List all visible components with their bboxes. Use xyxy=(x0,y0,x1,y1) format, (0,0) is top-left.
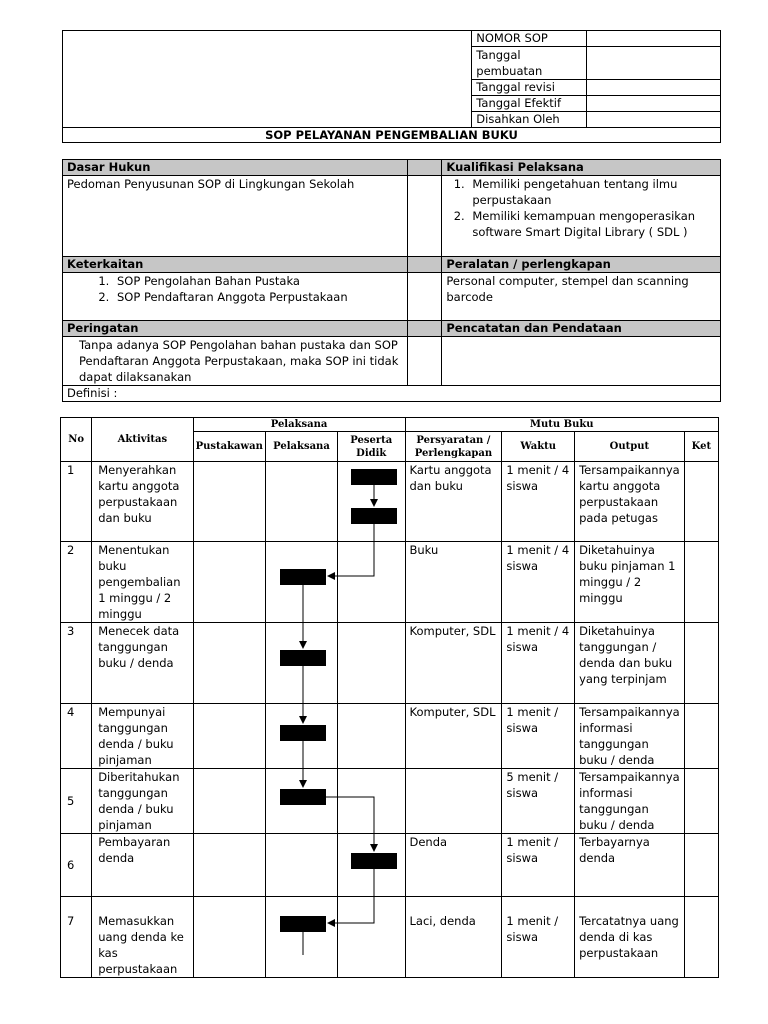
table-row xyxy=(61,623,719,704)
row-waktu: 5 menit / siswa xyxy=(502,769,575,834)
row-number: 2 xyxy=(61,542,92,623)
flow-cell xyxy=(265,897,337,978)
row-output: Tersampaikannya informasi tanggungan buku / denda xyxy=(575,769,685,834)
col-header-aktivitas: Aktivitas xyxy=(92,418,193,462)
row-aktivitas: Memasukkan uang denda ke kas perpustakaan xyxy=(92,897,193,978)
list-item: 1. Memiliki pengetahuan tentang ilmu perpustakaan xyxy=(468,176,716,208)
flow-cell xyxy=(338,623,405,704)
row-number: 5 xyxy=(61,769,92,834)
row-number: 3 xyxy=(61,623,92,704)
flow-cell xyxy=(265,623,337,704)
row-ket xyxy=(684,834,718,897)
flow-cell xyxy=(193,542,265,623)
header-label: Disahkan Oleh xyxy=(472,112,587,128)
col-header-pelaksana-group: Pelaksana xyxy=(193,418,405,432)
flow-cell xyxy=(265,769,337,834)
section-heading-spacer xyxy=(408,160,442,176)
row-number: 4 xyxy=(61,704,92,769)
section-heading: Peringatan xyxy=(63,321,408,337)
row-aktivitas: Mempunyai tanggungan denda / buku pinjaman xyxy=(92,704,193,769)
row-number: 1 xyxy=(61,462,92,542)
col-header-output: Output xyxy=(575,432,685,462)
row-ket xyxy=(684,462,718,542)
peralatan-text: Personal computer, stempel dan scanning barcode xyxy=(442,273,721,321)
row-aktivitas: Diberitahukan tanggungan denda / buku pinjaman xyxy=(92,769,193,834)
keterkaitan-list-cell xyxy=(63,273,408,321)
spacer-cell xyxy=(408,176,442,257)
flow-cell xyxy=(193,462,265,542)
header-value xyxy=(587,80,721,96)
flow-cell xyxy=(265,704,337,769)
col-header-peserta-didik: Peserta Didik xyxy=(338,432,405,462)
row-output: Diketahuinya buku pinjaman 1 minggu / 2 minggu xyxy=(575,542,685,623)
table-row xyxy=(61,897,719,978)
row-waktu: 1 menit / 4 siswa xyxy=(502,462,575,542)
col-header-pustakawan: Pustakawan xyxy=(193,432,265,462)
row-number: 7 xyxy=(61,897,92,978)
row-ket xyxy=(684,769,718,834)
row-number: 6 xyxy=(61,834,92,897)
sop-info-table xyxy=(62,159,721,402)
procedure-table xyxy=(60,417,719,978)
row-persyaratan xyxy=(405,769,502,834)
header-value xyxy=(587,112,721,128)
row-persyaratan: Denda xyxy=(405,834,502,897)
flow-cell xyxy=(338,542,405,623)
flow-cell xyxy=(265,542,337,623)
section-heading: Pencatatan dan Pendataan xyxy=(442,321,721,337)
row-aktivitas: Menentukan buku pengembalian 1 minggu / 2 minggu xyxy=(92,542,193,623)
flow-cell xyxy=(265,834,337,897)
row-aktivitas: Menecek data tanggungan buku / denda xyxy=(92,623,193,704)
list-item: 2. SOP Pendaftaran Anggota Perpustakaan xyxy=(113,289,403,305)
document-title: SOP PELAYANAN PENGEMBALIAN BUKU xyxy=(63,128,721,143)
row-waktu: 1 menit / 4 siswa xyxy=(502,542,575,623)
flow-cell xyxy=(338,834,405,897)
table-row xyxy=(61,542,719,623)
row-persyaratan: Komputer, SDL xyxy=(405,704,502,769)
section-heading: Kualifikasi Pelaksana xyxy=(442,160,721,176)
flow-cell xyxy=(338,704,405,769)
flow-cell xyxy=(193,623,265,704)
flow-cell xyxy=(193,704,265,769)
row-waktu: 1 menit / 4 siswa xyxy=(502,623,575,704)
col-header-pelaksana: Pelaksana xyxy=(265,432,337,462)
row-persyaratan: Buku xyxy=(405,542,502,623)
row-output: Terbayarnya denda xyxy=(575,834,685,897)
table-row xyxy=(61,769,719,834)
spacer-cell xyxy=(408,273,442,321)
row-aktivitas: Menyerahkan kartu anggota perpustakaan dan buku xyxy=(92,462,193,542)
row-ket xyxy=(684,704,718,769)
row-persyaratan: Laci, denda xyxy=(405,897,502,978)
list-item: 1. SOP Pengolahan Bahan Pustaka xyxy=(113,273,403,289)
header-value xyxy=(587,31,721,47)
list-item: 2. Memiliki kemampuan mengoperasikan software Smart Digital Library ( SDL ) xyxy=(468,208,716,240)
col-header-mutu-buku: Mutu Buku xyxy=(405,418,719,432)
row-ket xyxy=(684,623,718,704)
col-header-waktu: Waktu xyxy=(502,432,575,462)
row-waktu: 1 menit / siswa xyxy=(502,897,575,978)
section-heading-spacer xyxy=(408,257,442,273)
header-value xyxy=(587,96,721,112)
table-row xyxy=(61,834,719,897)
keterkaitan-list xyxy=(67,273,403,305)
row-ket xyxy=(684,897,718,978)
peringatan-text: Tanpa adanya SOP Pengolahan bahan pustaka dan SOP Pendaftaran Anggota Perpustakaan, maka SOP ini tidak dapat dilaksanakan xyxy=(63,337,408,386)
flow-cell xyxy=(193,897,265,978)
col-header-no: No xyxy=(61,418,92,462)
table-row xyxy=(61,704,719,769)
kualifikasi-list xyxy=(446,176,716,240)
col-header-ket: Ket xyxy=(684,432,718,462)
pencatatan-text xyxy=(442,337,721,386)
row-persyaratan: Komputer, SDL xyxy=(405,623,502,704)
sop-header-table xyxy=(62,30,721,143)
section-heading: Keterkaitan xyxy=(63,257,408,273)
section-heading: Peralatan / perlengkapan xyxy=(442,257,721,273)
row-output: Diketahuinya tanggungan / denda dan buku yang terpinjam xyxy=(575,623,685,704)
flow-cell xyxy=(193,834,265,897)
header-label: Tanggal revisi xyxy=(472,80,587,96)
col-header-persyaratan: Persyaratan / Perlengkapan xyxy=(405,432,502,462)
spacer-cell xyxy=(408,337,442,386)
dasar-hukum-text: Pedoman Penyusunan SOP di Lingkungan Sekolah xyxy=(63,176,408,257)
logo-area xyxy=(63,31,472,128)
table-row xyxy=(61,462,719,542)
flow-cell xyxy=(338,462,405,542)
row-ket xyxy=(684,542,718,623)
row-waktu: 1 menit / siswa xyxy=(502,704,575,769)
row-output: Tersampaikannya informasi tanggungan buku / denda xyxy=(575,704,685,769)
row-waktu: 1 menit / siswa xyxy=(502,834,575,897)
row-output: Tersampaikannya kartu anggota perpustakaan pada petugas xyxy=(575,462,685,542)
row-output: Tercatatnya uang denda di kas perpustakaan xyxy=(575,897,685,978)
flow-cell xyxy=(265,462,337,542)
definisi-label: Definisi : xyxy=(63,386,721,402)
kualifikasi-list-cell xyxy=(442,176,721,257)
header-label: Tanggal pembuatan xyxy=(472,47,587,80)
flow-cell xyxy=(193,769,265,834)
header-value xyxy=(587,47,721,80)
row-persyaratan: Kartu anggota dan buku xyxy=(405,462,502,542)
header-label: Tanggal Efektif xyxy=(472,96,587,112)
section-heading-spacer xyxy=(408,321,442,337)
flow-cell xyxy=(338,769,405,834)
row-aktivitas: Pembayaran denda xyxy=(92,834,193,897)
header-label: NOMOR SOP xyxy=(472,31,587,47)
flow-cell xyxy=(338,897,405,978)
section-heading: Dasar Hukun xyxy=(63,160,408,176)
